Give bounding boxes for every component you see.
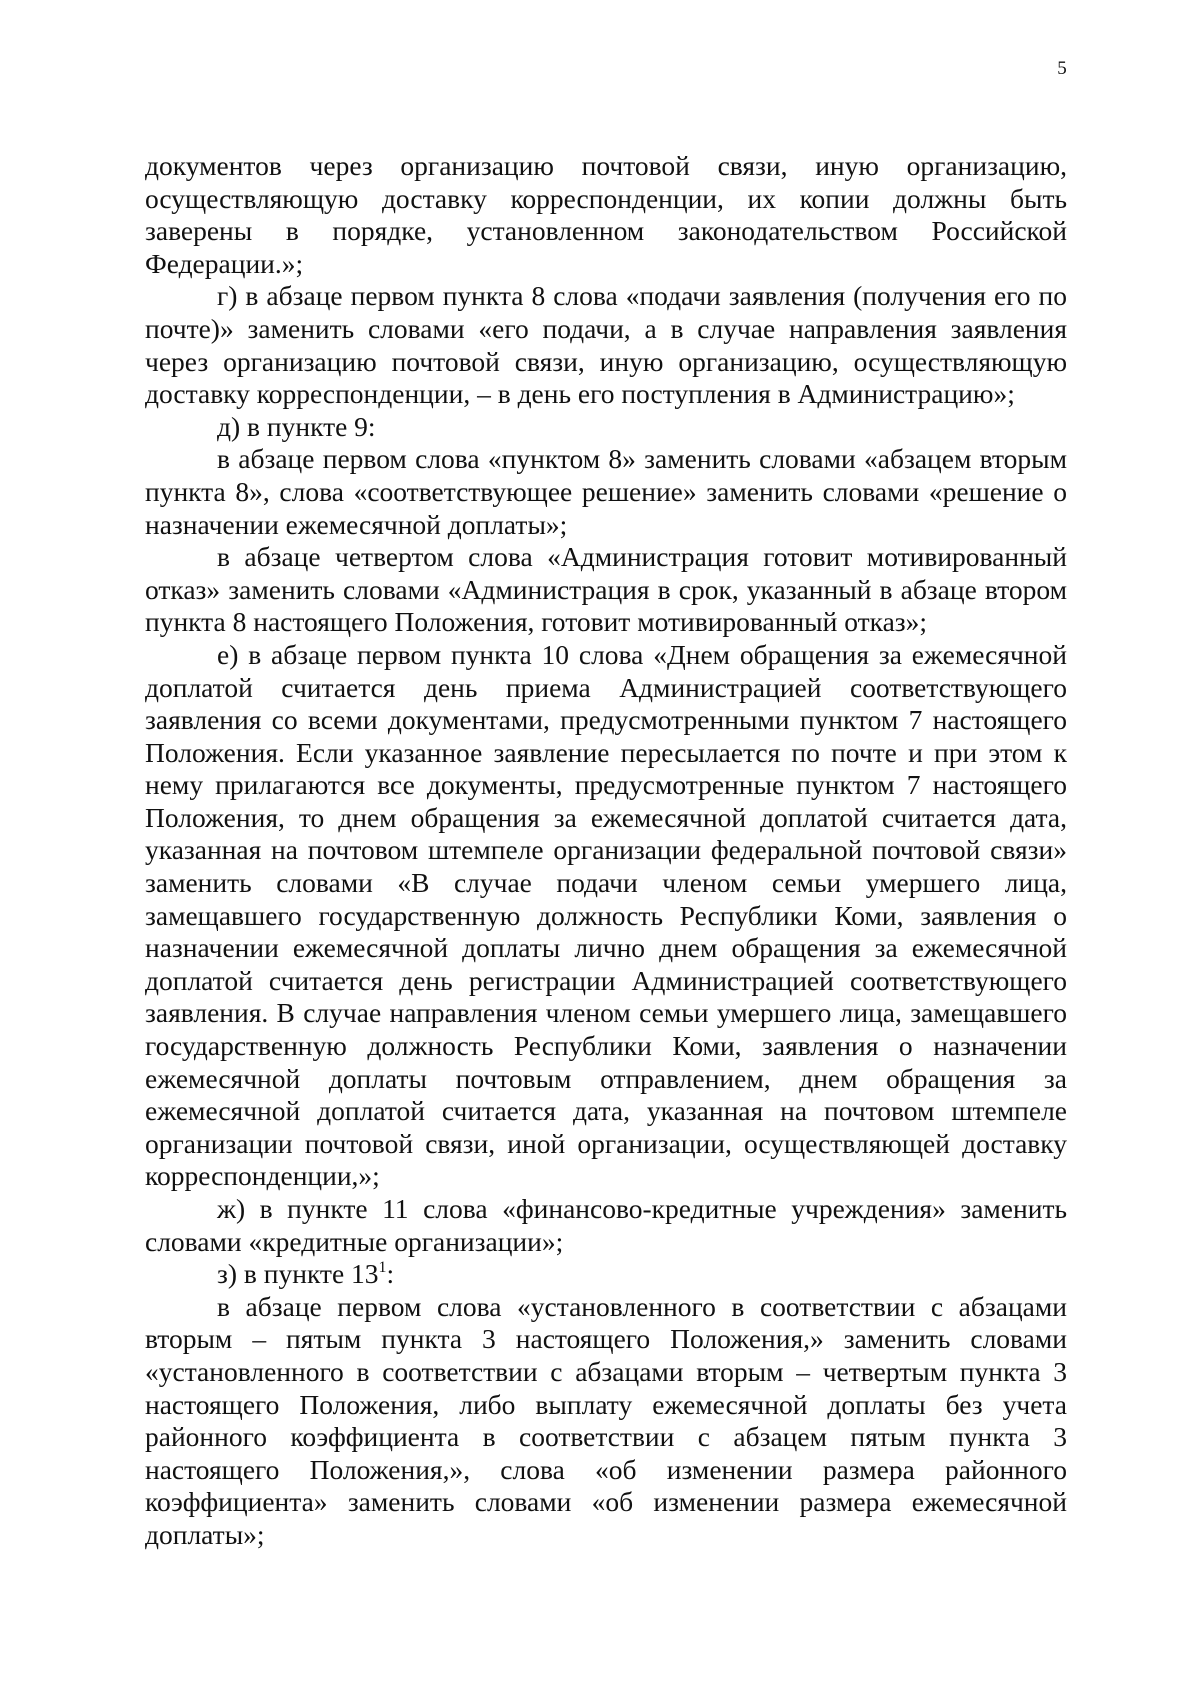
paragraph-continuation: документов через организацию почтовой связи, иную организацию, осуществляющую доставку корреспонденции, их копии должны быть заверены в порядке, установленном законодательством Российской Федерации.»; bbox=[145, 150, 1067, 279]
document-body bbox=[145, 150, 1067, 1552]
paragraph-item-d-sub1: в абзаце первом слова «пунктом 8» заменить словами «абзацем вторым пункта 8», слова «соответствующее решение» заменить словами «решение о назначении ежемесячной доплаты»; bbox=[145, 443, 1067, 540]
item-z-text: з) в пункте 13 bbox=[217, 1258, 379, 1290]
paragraph-item-g: г) в абзаце первом пункта 8 слова «подачи заявления (получения его по почте)» заменить словами «его подачи, а в случае направления заявления через организацию почтовой связи, иную организацию, осуществляющую доставку корреспонденции, – в день его поступления в Администрацию»; bbox=[145, 280, 1067, 410]
paragraph-item-d-sub2: в абзаце четвертом слова «Администрация готовит мотивированный отказ» заменить словами «Администрация в срок, указанный в абзаце втором пункта 8 настоящего Положения, готовит мотивированный отказ»; bbox=[145, 541, 1067, 638]
item-z-superscript: 1 bbox=[378, 1259, 387, 1277]
paragraph-item-z-sub1: в абзаце первом слова «установленного в соответствии с абзацами вторым – пятым пункта 3 настоящего Положения,» заменить словами «установленного в соответствии с абзацами вторым – четвертым пункта 3 настоящего Положения, либо выплату ежемесячной доплаты без учета районного коэффициента в соответствии с абзацем пятым пункта 3 настоящего Положения,», слова «об изменении размера районного коэффициента» заменить словами «об изменении размера ежемесячной доплаты»; bbox=[145, 1290, 1067, 1550]
page-number: 5 bbox=[1057, 58, 1067, 79]
item-z-tail: : bbox=[386, 1258, 395, 1290]
paragraph-item-zh: ж) в пункте 11 слова «финансово-кредитные учреждения» заменить словами «кредитные организации»; bbox=[145, 1193, 1067, 1257]
paragraph-item-z bbox=[145, 1258, 1067, 1291]
paragraph-item-e: е) в абзаце первом пункта 10 слова «Днем обращения за ежемесячной доплатой считается день приема Администрацией соответствующего заявления со всеми документами, предусмотренными пунктом 7 настоящего Положения. Если указанное заявление пересылается по почте и при этом к нему прилагаются все документы, предусмотренные пунктом 7 настоящего Положения, то днем обращения за ежемесячной доплатой считается дата, указанная на почтовом штемпеле организации федеральной почтовой связи» заменить словами «В случае подачи членом семьи умершего лица, замещавшего государственную должность Республики Коми, заявления о назначении ежемесячной доплаты лично днем обращения за ежемесячной доплатой считается день регистрации Администрацией соответствующего заявления. В случае направления членом семьи умершего лица, замещавшего государственную должность Республики Коми, заявления о назначении ежемесячной доплаты почтовым отправлением, днем обращения за ежемесячной доплатой считается дата, указанная на почтовом штемпеле организации почтовой связи, иной организации, осуществляющей доставку корреспонденции,»; bbox=[145, 638, 1067, 1192]
paragraph-item-d: д) в пункте 9: bbox=[217, 410, 376, 442]
